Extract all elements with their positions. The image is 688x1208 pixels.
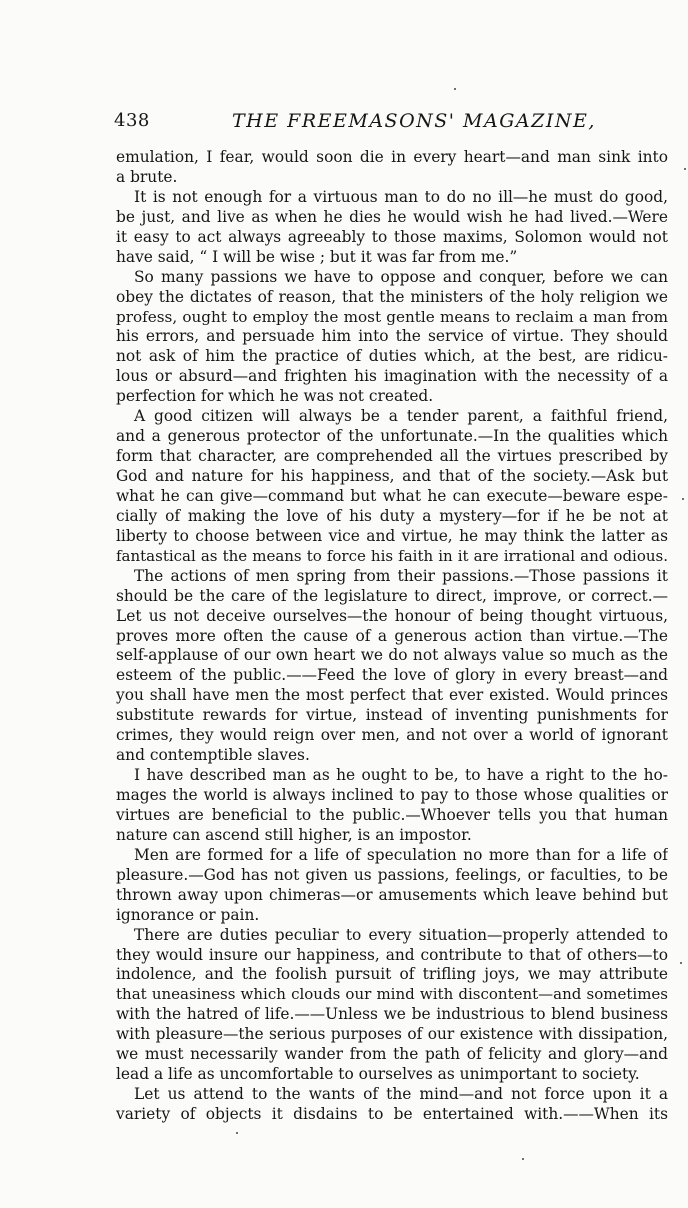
text-line: liberty to choose between vice and virtue, he may think the latter as xyxy=(116,526,668,545)
text-line: you shall have men the most perfect that ever existed. Would princes xyxy=(116,686,668,705)
text-line: cially of making the love of his duty a mystery—for if he be not at xyxy=(116,506,668,525)
text-line: a brute. xyxy=(116,167,178,186)
text-line: his errors, and persuade him into the service of virtue. They should xyxy=(116,327,668,346)
text-line: and a generous protector of the unfortunate.—In the qualities which xyxy=(116,427,668,446)
print-speck xyxy=(236,1132,238,1134)
print-speck xyxy=(680,962,682,964)
text-line: pleasure.—God has not given us passions, feelings, or faculties, to be xyxy=(116,865,668,884)
text-line: profess, ought to employ the most gentle means to reclaim a man from xyxy=(116,307,668,326)
text-line: mages the world is always inclined to pay to those whose qualities or xyxy=(116,786,668,804)
text-line: substitute rewards for virtue, instead of inventing punishments for xyxy=(116,706,668,725)
text-line: God and nature for his happiness, and that of the society.—Ask but xyxy=(116,467,668,485)
text-line: Let us attend to the wants of the mind—and not force upon it a xyxy=(134,1085,668,1104)
page-header xyxy=(114,110,674,140)
text-line: lead a life as uncomfortable to ourselves as unimportant to society. xyxy=(116,1065,640,1084)
text-line: The actions of men spring from their passions.—Those passions it xyxy=(134,566,668,585)
text-line: Let us not deceive ourselves—the honour of being thought virtuous, xyxy=(116,606,668,625)
text-line: with the hatred of life.——Unless we be industrious to blend business xyxy=(116,1005,668,1024)
text-line: proves more often the cause of a generous action than virtue.—The xyxy=(116,626,668,645)
text-line: ignorance or pain. xyxy=(116,905,260,924)
text-line: indolence, and the foolish pursuit of trifling joys, we may attribute xyxy=(116,965,668,984)
text-line: what he can give—command but what he can execute—beware espe- xyxy=(116,486,668,505)
text-line: and contemptible slaves. xyxy=(116,746,310,765)
text-line: be just, and live as when he dies he would wish he had lived.—Were xyxy=(116,207,668,226)
text-line: esteem of the public.——Feed the love of glory in every breast—and xyxy=(116,666,668,685)
text-line: It is not enough for a virtuous man to do no ill—he must do good, xyxy=(134,187,668,206)
text-line: I have described man as he ought to be, to have a right to the ho- xyxy=(134,766,668,785)
text-line: not ask of him the practice of duties which, at the best, are ridicu- xyxy=(116,347,668,366)
text-line: nature can ascend still higher, is an impostor. xyxy=(116,825,472,844)
text-line: thrown away upon chimeras—or amusements which leave behind but xyxy=(116,885,668,904)
text-line: crimes, they would reign over men, and not over a world of ignorant xyxy=(116,726,668,745)
text-line: virtues are beneficial to the public.—Whoever tells you that human xyxy=(116,805,668,824)
text-line: A good citizen will always be a tender parent, a faithful friend, xyxy=(134,407,668,426)
text-line: lous or absurd—and frighten his imagination with the necessity of a xyxy=(116,367,668,386)
text-line: should be the care of the legislature to direct, improve, or correct.— xyxy=(116,586,668,605)
text-line: have said, “ I will be wise ; but it was far from me.” xyxy=(116,247,518,266)
print-speck xyxy=(522,1158,524,1160)
text-line: form that character, are comprehended all the virtues prescribed by xyxy=(116,447,668,466)
text-line: fantastical as the means to force his faith in it are irrational and odious. xyxy=(116,546,668,565)
text-line: that uneasiness which clouds our mind with discontent—and sometimes xyxy=(116,985,668,1004)
text-line: So many passions we have to oppose and conquer, before we can xyxy=(134,267,668,286)
body-text xyxy=(116,148,668,1125)
text-line: perfection for which he was not created. xyxy=(116,387,434,406)
print-speck xyxy=(454,88,456,90)
text-line: self-applause of our own heart we do not always value so much as the xyxy=(116,646,668,665)
text-line: obey the dictates of reason, that the ministers of the holy religion we xyxy=(116,287,668,306)
text-line: we must necessarily wander from the path of felicity and glory—and xyxy=(116,1045,668,1064)
print-speck xyxy=(682,498,684,500)
running-title: THE FREEMASONS' MAGAZINE, xyxy=(232,110,596,132)
page-number: 438 xyxy=(114,110,150,131)
text-line: variety of objects it disdains to be entertained with.——When its xyxy=(116,1105,668,1123)
text-line: it easy to act always agreeably to those maxims, Solomon would not xyxy=(116,227,668,246)
text-line: There are duties peculiar to every situation—properly attended to xyxy=(134,925,668,944)
text-line: Men are formed for a life of speculation no more than for a life of xyxy=(134,845,668,864)
print-speck xyxy=(684,168,686,170)
text-line: emulation, I fear, would soon die in every heart—and man sink into xyxy=(116,148,668,166)
text-line: they would insure our happiness, and contribute to that of others—to xyxy=(116,945,668,964)
text-line: with pleasure—the serious purposes of our existence with dissipation, xyxy=(116,1025,668,1044)
